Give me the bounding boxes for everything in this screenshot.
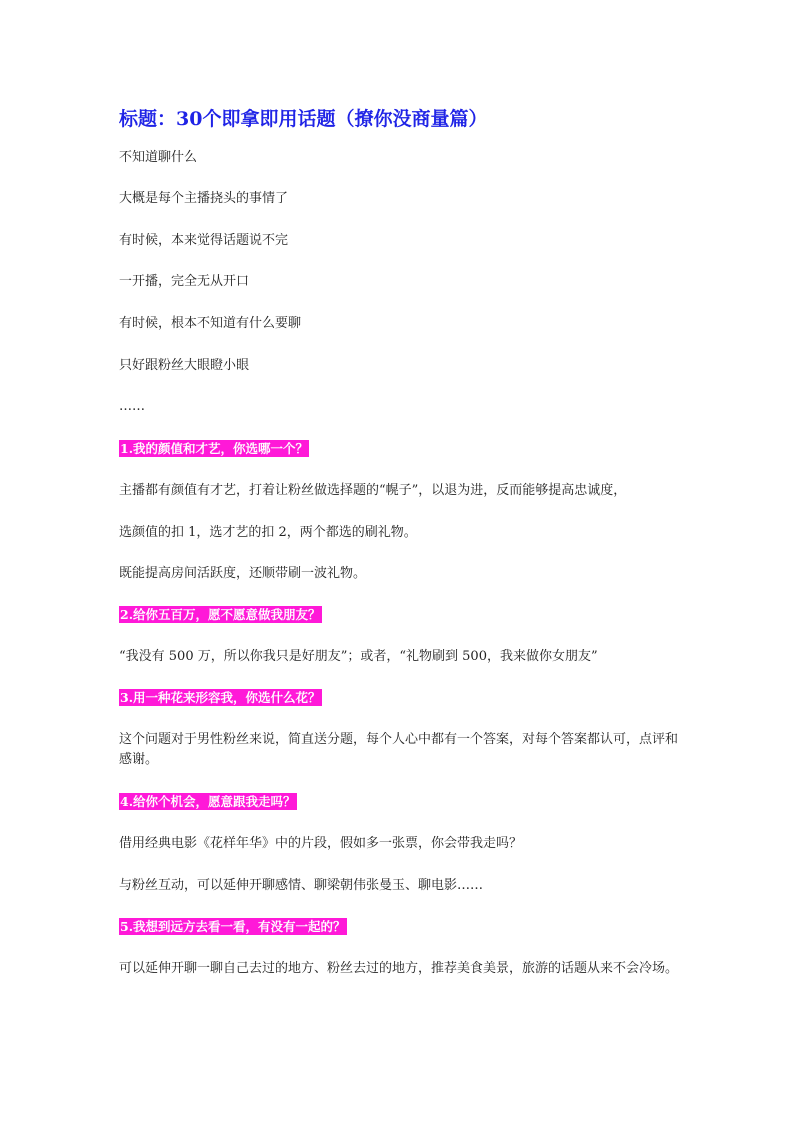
intro-line: 有时候，本来觉得话题说不完: [119, 233, 289, 248]
intro-line: 不知道聊什么: [119, 150, 198, 165]
topic-paragraph: 与粉丝互动，可以延伸开聊感情、聊梁朝伟张曼玉、聊电影……: [119, 878, 484, 893]
topic-heading: 2.给你五百万，愿不愿意做我朋友？: [120, 607, 321, 622]
topic-heading: 4.给你个机会，愿意跟我走吗？: [120, 794, 296, 809]
topic-heading: 3.用一种花来形容我，你选什么花？: [120, 690, 321, 705]
topic-heading: 1.我的颜值和才艺，你选哪一个？: [120, 441, 309, 456]
intro-line: 有时候，根本不知道有什么要聊: [119, 316, 302, 331]
topic-paragraph: 借用经典电影《花样年华》中的片段，假如多一张票，你会带我走吗？: [119, 836, 523, 851]
topic-paragraph: 选颜值的扣 1，选才艺的扣 2，两个都选的刷礼物。: [119, 525, 417, 540]
topic-heading: 5.我想到远方去看一看，有没有一起的？: [120, 919, 346, 934]
topic-paragraph: “我没有 500 万，所以你我只是好朋友”；或者，“礼物刷到 500，我来做你女朋友”: [119, 649, 598, 664]
intro-line: 只好跟粉丝大眼瞪小眼: [119, 358, 250, 373]
topic-paragraph: 这个问题对于男性粉丝来说，简直送分题，每个人心中都有一个答案，对每个答案都认可，点评和感谢。: [119, 732, 679, 767]
intro-ellipsis: ……: [119, 399, 145, 414]
page-title: 标题：30个即拿即用话题（撩你没商量篇）: [119, 108, 488, 130]
topic-paragraph: 可以延伸开聊一聊自己去过的地方、粉丝去过的地方，推荐美食美景，旅游的话题从来不会冷场。: [119, 961, 679, 976]
intro-line: 一开播，完全无从开口: [119, 274, 250, 289]
topic-paragraph: 主播都有颜值有才艺，打着让粉丝做选择题的“幌子”，以退为进，反而能够提高忠诚度，: [119, 483, 627, 498]
intro-line: 大概是每个主播挠头的事情了: [119, 191, 289, 206]
topic-paragraph: 既能提高房间活跃度，还顺带刷一波礼物。: [119, 566, 367, 581]
